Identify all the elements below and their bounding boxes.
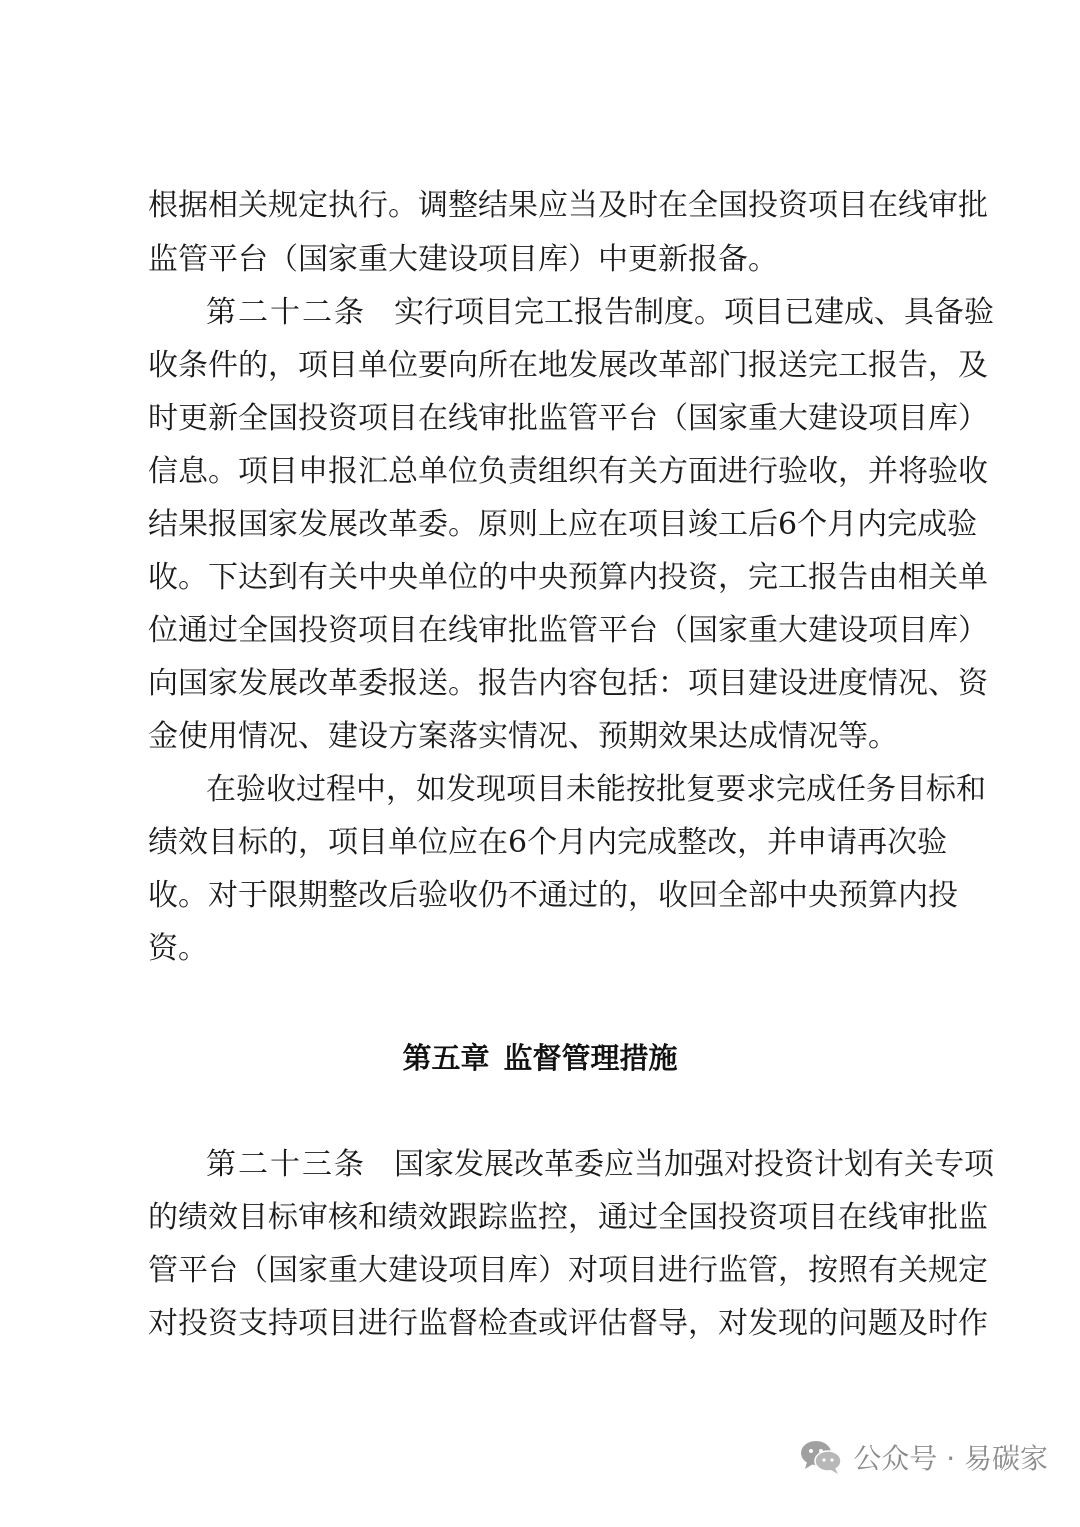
- text-line: 收条件的，项目单位要向所在地发展改革部门报送完工报告，及: [148, 348, 988, 383]
- text-line: 绩效目标的，项目单位应在6个月内完成整改，并申请再次验: [148, 825, 948, 860]
- watermark-text: 公众号 · 易碳家: [853, 1442, 1048, 1475]
- article-23-first-line: [206, 1145, 994, 1185]
- article-number: 第二十三条: [206, 1147, 366, 1182]
- text-line: 金使用情况、建设方案落实情况、预期效果达成情况等。: [148, 719, 898, 754]
- text-line: 在验收过程中，如发现项目未能按批复要求完成任务目标和: [206, 772, 986, 807]
- text-line: 向国家发展改革委报送。报告内容包括：项目建设进度情况、资: [148, 666, 988, 701]
- text-line: 实行项目完工报告制度。项目已建成、具备验: [394, 295, 994, 330]
- chapter-heading: [0, 1038, 1080, 1078]
- text-line: 管平台（国家重大建设项目库）对项目进行监管，按照有关规定: [148, 1253, 988, 1288]
- wechat-official-account-icon: [799, 1439, 843, 1475]
- text-line: 位通过全国投资项目在线审批监管平台（国家重大建设项目库）: [148, 613, 988, 648]
- text-line: 收。对于限期整改后验收仍不通过的，收回全部中央预算内投: [148, 878, 958, 913]
- text-line: 资。: [148, 931, 208, 966]
- text-line: 信息。项目申报汇总单位负责组织有关方面进行验收，并将验收: [148, 454, 988, 489]
- article-number: 第二十二条: [206, 295, 366, 330]
- watermark: [799, 1435, 1048, 1479]
- article-22-first-line: [206, 293, 994, 333]
- text-line: 根据相关规定执行。调整结果应当及时在全国投资项目在线审批: [148, 188, 988, 223]
- text-line: 时更新全国投资项目在线审批监管平台（国家重大建设项目库）: [148, 401, 988, 436]
- text-line: 的绩效目标审核和绩效跟踪监控，通过全国投资项目在线审批监: [148, 1200, 988, 1235]
- text-line: 结果报国家发展改革委。原则上应在项目竣工后6个月内完成验: [148, 507, 978, 542]
- text-line: 收。下达到有关中央单位的中央预算内投资，完工报告由相关单: [148, 560, 988, 595]
- chapter-number: 第五章: [402, 1041, 490, 1075]
- chapter-title: 监督管理措施: [503, 1041, 678, 1075]
- text-line: 监管平台（国家重大建设项目库）中更新报备。: [148, 242, 778, 277]
- text-line: 对投资支持项目进行监督检查或评估督导，对发现的问题及时作: [148, 1306, 988, 1341]
- text-line: 国家发展改革委应当加强对投资计划有关专项: [394, 1147, 994, 1182]
